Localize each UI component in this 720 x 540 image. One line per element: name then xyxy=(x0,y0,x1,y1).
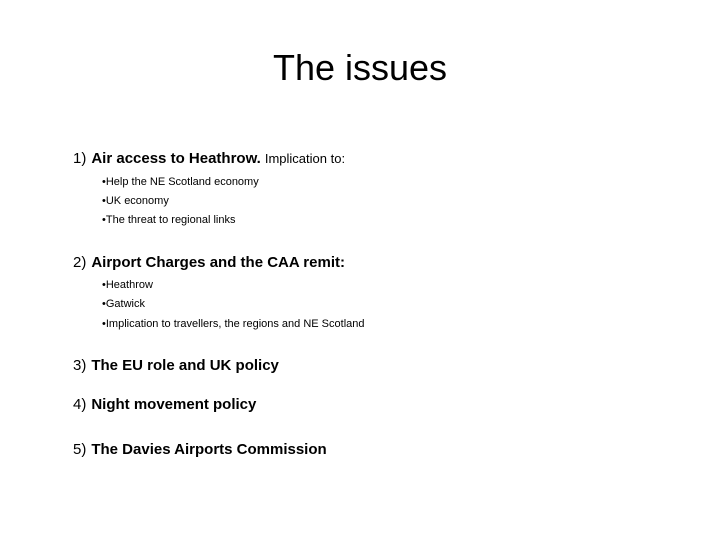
issue-item-2 xyxy=(73,254,345,272)
sub-item: •Heathrow xyxy=(102,279,153,291)
item-number: 5) xyxy=(73,441,87,458)
item-heading: Airport Charges and the CAA remit: xyxy=(91,254,345,271)
issue-item-5 xyxy=(73,441,327,459)
sub-item: •Help the NE Scotland economy xyxy=(102,176,259,188)
sub-item: •UK economy xyxy=(102,195,169,207)
slide-title: The issues xyxy=(272,47,448,88)
item-heading: The Davies Airports Commission xyxy=(91,441,327,458)
item-heading: Night movement policy xyxy=(91,396,257,413)
sub-item: •Implication to travellers, the regions and NE Scotland xyxy=(102,318,365,330)
issue-item-4 xyxy=(73,396,256,414)
item-heading: The EU role and UK policy xyxy=(91,357,279,374)
item-number: 3) xyxy=(73,357,87,374)
sub-item: •The threat to regional links xyxy=(102,214,236,226)
sub-item: •Gatwick xyxy=(102,298,145,310)
item-number: 4) xyxy=(73,396,87,413)
issue-item-1 xyxy=(73,150,345,168)
item-suffix: Implication to: xyxy=(264,151,346,166)
item-number: 1) xyxy=(73,150,87,167)
issue-item-3 xyxy=(73,357,279,375)
item-heading: Air access to Heathrow. xyxy=(91,150,261,167)
item-number: 2) xyxy=(73,254,87,271)
